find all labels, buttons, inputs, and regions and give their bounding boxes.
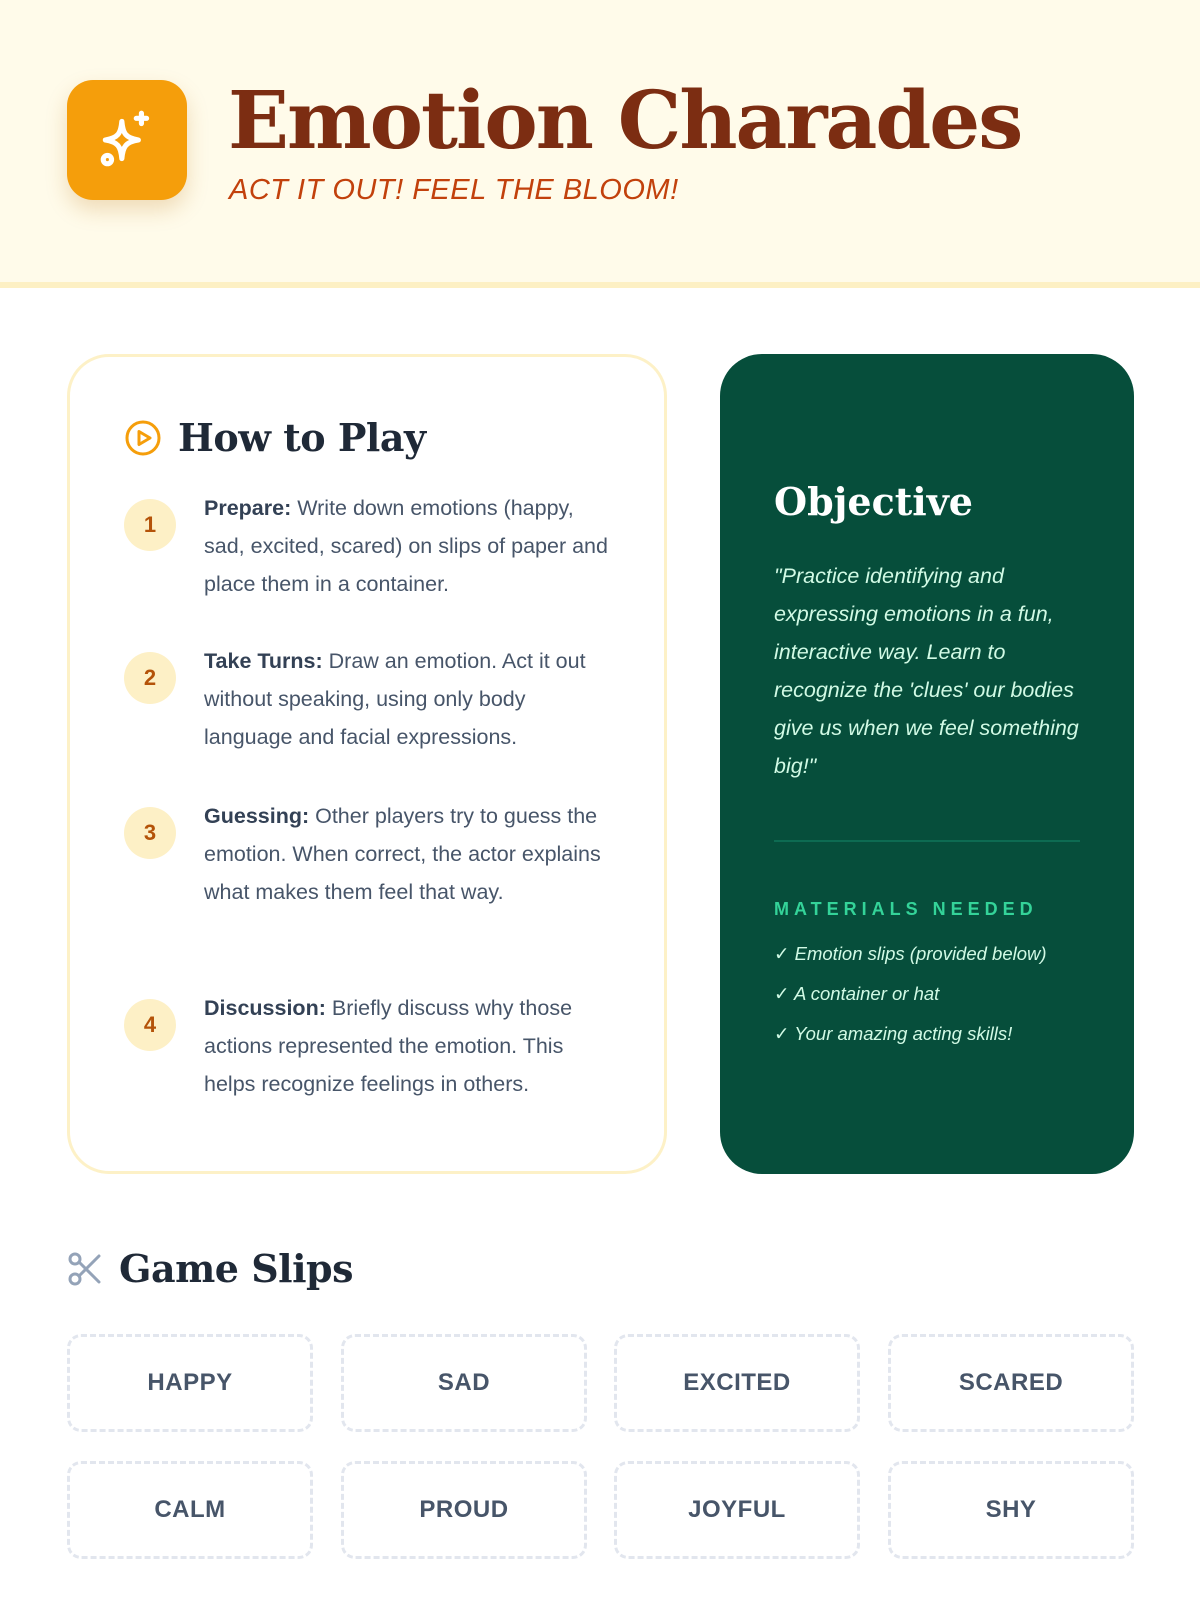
how-to-play-title: How to Play bbox=[178, 415, 426, 460]
divider bbox=[774, 840, 1080, 842]
objective-quote: "Practice identifying and expressing emotions in a fun, interactive way. Learn to recognize the 'clues' our bodies give us when we feel something big!" bbox=[774, 564, 1079, 778]
step-text bbox=[204, 989, 614, 1103]
step-description: Briefly discuss why those actions represented the emotion. This helps recognize feelings in others. bbox=[204, 996, 573, 1096]
objective-card bbox=[720, 354, 1134, 1174]
materials-item: ✓ Emotion slips (provided below) bbox=[774, 943, 1047, 964]
emotion-slip[interactable]: EXCITED bbox=[614, 1334, 860, 1432]
step-label: Take Turns: bbox=[204, 649, 323, 673]
header bbox=[0, 0, 1200, 288]
step-number: 4 bbox=[124, 999, 176, 1051]
emotion-slip[interactable]: SAD bbox=[341, 1334, 587, 1432]
step-description: Draw an emotion. Act it out without speaking, using only body language and facial expressions. bbox=[204, 649, 586, 749]
page-title: Emotion Charades bbox=[228, 73, 1022, 167]
step-description: Other players try to guess the emotion. When correct, the actor explains what makes them feel that way. bbox=[204, 804, 601, 904]
game-slips-heading bbox=[67, 1246, 353, 1292]
sparkles-icon bbox=[67, 80, 187, 200]
emotion-slip[interactable]: CALM bbox=[67, 1461, 313, 1559]
play-circle-icon bbox=[124, 419, 162, 457]
materials-item: ✓ Your amazing acting skills! bbox=[774, 1023, 1013, 1044]
step-text bbox=[204, 642, 614, 756]
how-to-play-heading bbox=[124, 415, 426, 461]
step-text bbox=[204, 489, 614, 603]
step-number: 2 bbox=[124, 652, 176, 704]
materials-heading: MATERIALS NEEDED bbox=[774, 899, 1038, 919]
objective-title: Objective bbox=[774, 479, 973, 524]
step-label: Guessing: bbox=[204, 804, 310, 828]
materials-item: ✓ A container or hat bbox=[774, 983, 940, 1004]
step-text bbox=[204, 797, 614, 911]
step-description: Write down emotions (happy, sad, excited, scared) on slips of paper and place them in a container. bbox=[204, 496, 608, 596]
emotion-slip[interactable]: SCARED bbox=[888, 1334, 1134, 1432]
step-number: 1 bbox=[124, 499, 176, 551]
step-label: Prepare: bbox=[204, 496, 292, 520]
step-label: Discussion: bbox=[204, 996, 326, 1020]
emotion-slip[interactable]: HAPPY bbox=[67, 1334, 313, 1432]
emotion-slip[interactable]: JOYFUL bbox=[614, 1461, 860, 1559]
scissors-icon bbox=[67, 1251, 103, 1287]
emotion-slip[interactable]: SHY bbox=[888, 1461, 1134, 1559]
emotion-slip[interactable]: PROUD bbox=[341, 1461, 587, 1559]
game-slips-title: Game Slips bbox=[119, 1246, 353, 1291]
page-subtitle: ACT IT OUT! FEEL THE BLOOM! bbox=[229, 174, 679, 206]
step-number: 3 bbox=[124, 807, 176, 859]
how-to-play-card bbox=[67, 354, 667, 1174]
